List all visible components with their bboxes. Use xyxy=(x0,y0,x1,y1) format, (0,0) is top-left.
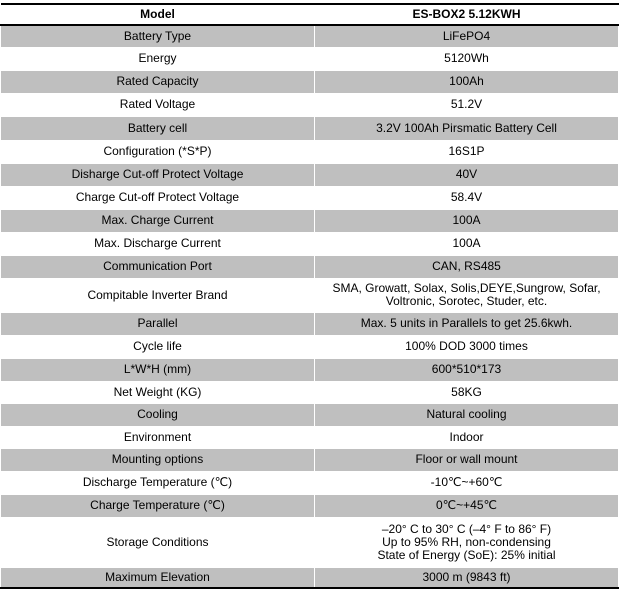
spec-value-line: -10℃~+60℃ xyxy=(430,475,503,489)
spec-value-line: 40V xyxy=(455,167,478,181)
spec-value-line: –20° C to 30° C (–4° F to 86° F) xyxy=(381,521,552,536)
table-row xyxy=(1,426,619,448)
spec-label: Discharge Temperature (℃) xyxy=(1,471,315,494)
spec-label: Communication Port xyxy=(1,255,315,278)
table-row xyxy=(1,232,619,255)
table-row xyxy=(1,47,619,70)
spec-label: Storage Conditions xyxy=(1,517,315,567)
spec-label: Parallel xyxy=(1,312,315,335)
spec-label: Energy xyxy=(1,47,315,70)
table-row xyxy=(1,335,619,358)
spec-value xyxy=(315,25,619,47)
table-row xyxy=(1,140,619,163)
header-model-value: ES-BOX2 5.12KWH xyxy=(315,4,619,25)
spec-value xyxy=(315,140,619,163)
spec-value-line: 100Ah xyxy=(449,74,484,88)
spec-value xyxy=(315,403,619,426)
table-row xyxy=(1,517,619,567)
table-row xyxy=(1,209,619,232)
spec-label: Environment xyxy=(1,426,315,448)
table-row xyxy=(1,448,619,471)
spec-value-line: 58KG xyxy=(451,384,482,399)
spec-value-line: 3.2V 100Ah Pirsmatic Battery Cell xyxy=(376,120,557,135)
spec-label: Disharge Cut-off Protect Voltage xyxy=(1,163,315,186)
spec-value-line: SMA, Growatt, Solax, Solis,DEYE,Sungrow, Sofar, xyxy=(332,281,601,295)
table-row xyxy=(1,358,619,381)
spec-value xyxy=(315,47,619,70)
spec-value-line: Voltronic, Sorotec, Studer, etc. xyxy=(385,294,548,308)
spec-label: Cycle life xyxy=(1,335,315,358)
table-row xyxy=(1,70,619,93)
spec-value xyxy=(315,494,619,517)
spec-value-line: Indoor xyxy=(449,429,484,444)
spec-label: Rated Voltage xyxy=(1,93,315,116)
table-row xyxy=(1,186,619,209)
spec-value xyxy=(315,567,619,588)
spec-value-line: 600*510*173 xyxy=(431,362,502,376)
spec-label: Max. Discharge Current xyxy=(1,232,315,255)
spec-label: Maximum Elevation xyxy=(1,567,315,588)
spec-value-line: 0℃~+45℃ xyxy=(436,498,497,512)
spec-value xyxy=(315,255,619,278)
table-row xyxy=(1,494,619,517)
spec-value xyxy=(315,278,619,312)
spec-value xyxy=(315,448,619,471)
spec-label: Rated Capacity xyxy=(1,70,315,93)
table-row xyxy=(1,116,619,140)
spec-value-line: Floor or wall mount xyxy=(415,452,518,466)
spec-value xyxy=(315,358,619,381)
table-row xyxy=(1,471,619,494)
spec-value-line: Natural cooling xyxy=(426,407,507,421)
table-row xyxy=(1,255,619,278)
spec-value-line: State of Energy (SoE): 25% initial xyxy=(377,547,556,562)
spec-value xyxy=(315,426,619,448)
spec-value-line: 100A xyxy=(452,236,481,250)
spec-value-line: LiFePO4 xyxy=(442,28,491,43)
spec-label: Net Weight (KG) xyxy=(1,381,315,403)
spec-value xyxy=(315,93,619,116)
spec-value-line: 16S1P xyxy=(448,144,485,158)
spec-label: Max. Charge Current xyxy=(1,209,315,232)
table-row xyxy=(1,381,619,403)
spec-value xyxy=(315,116,619,140)
spec-value-line: 100% DOD 3000 times xyxy=(405,339,528,353)
spec-value xyxy=(315,312,619,335)
spec-value-line: 51.2V xyxy=(450,97,483,111)
spec-label: Cooling xyxy=(1,403,315,426)
spec-label: Charge Temperature (℃) xyxy=(1,494,315,517)
spec-value xyxy=(315,517,619,567)
spec-value-line: Up to 95% RH, non-condensing xyxy=(382,534,551,549)
spec-value-line: 100A xyxy=(452,213,481,227)
spec-value xyxy=(315,232,619,255)
header-row xyxy=(1,4,619,25)
spec-value-line: 58.4V xyxy=(450,190,483,204)
spec-value xyxy=(315,335,619,358)
table-row xyxy=(1,312,619,335)
spec-label: Mounting options xyxy=(1,448,315,471)
table-row xyxy=(1,403,619,426)
spec-label: Compitable Inverter Brand xyxy=(1,278,315,312)
spec-label: Charge Cut-off Protect Voltage xyxy=(1,186,315,209)
spec-value-line: 5120Wh xyxy=(444,51,489,65)
spec-value xyxy=(315,471,619,494)
spec-value xyxy=(315,70,619,93)
spec-label: Battery Type xyxy=(1,25,315,47)
spec-value-line: CAN, RS485 xyxy=(432,259,501,273)
spec-value-line: Max. 5 units in Parallels to get 25.6kwh. xyxy=(360,316,573,330)
table-row xyxy=(1,163,619,186)
table-row xyxy=(1,278,619,312)
spec-label: L*W*H (mm) xyxy=(1,358,315,381)
spec-value xyxy=(315,209,619,232)
spec-table xyxy=(0,3,619,589)
table-row xyxy=(1,567,619,588)
spec-value xyxy=(315,381,619,403)
spec-label: Battery cell xyxy=(1,116,315,140)
table-row xyxy=(1,25,619,47)
spec-value xyxy=(315,186,619,209)
table-row xyxy=(1,93,619,116)
header-model: Model xyxy=(1,4,315,25)
spec-label: Configuration (*S*P) xyxy=(1,140,315,163)
spec-value xyxy=(315,163,619,186)
spec-value-line: 3000 m (9843 ft) xyxy=(422,569,511,584)
